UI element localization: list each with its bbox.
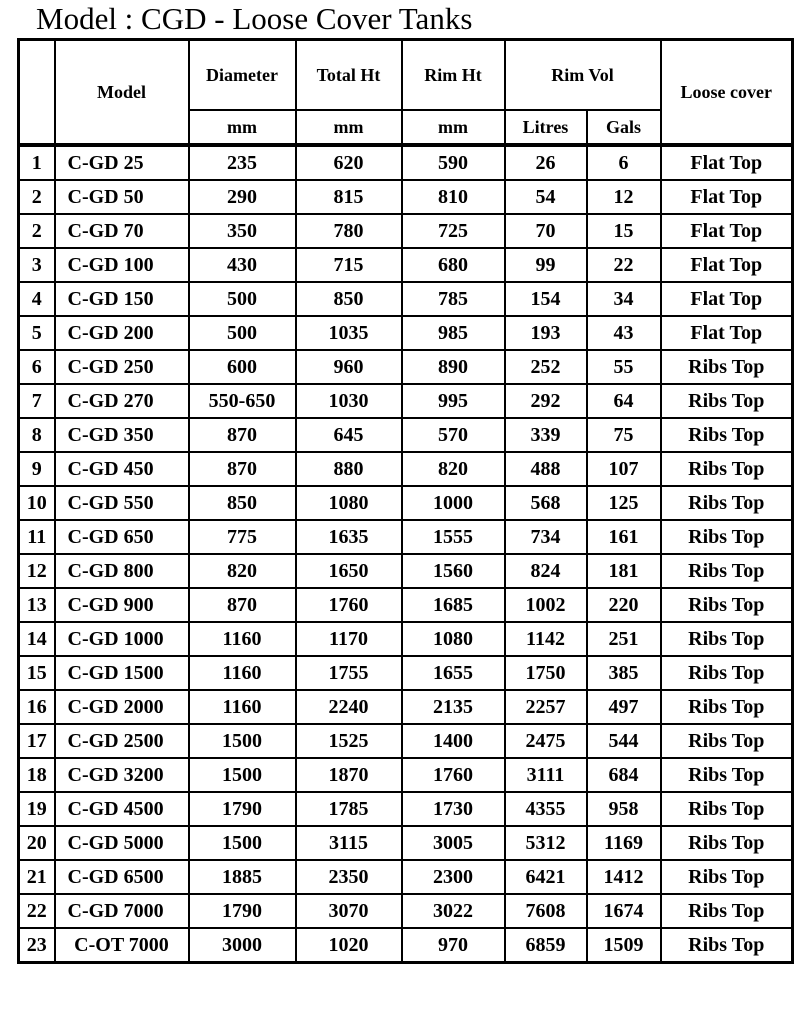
cell-index: 1	[19, 145, 55, 180]
cell-index: 16	[19, 690, 55, 724]
cell-loose-cover: Flat Top	[661, 214, 793, 248]
cell-model: C-GD 1500	[55, 656, 189, 690]
cell-model: C-GD 3200	[55, 758, 189, 792]
cell-litres: 252	[505, 350, 587, 384]
cell-index: 7	[19, 384, 55, 418]
cell-index: 17	[19, 724, 55, 758]
cell-index: 3	[19, 248, 55, 282]
cell-model: C-GD 6500	[55, 860, 189, 894]
cell-diameter: 1790	[189, 792, 296, 826]
cell-total-ht: 850	[296, 282, 402, 316]
cell-litres: 568	[505, 486, 587, 520]
cell-model: C-GD 5000	[55, 826, 189, 860]
cell-litres: 2475	[505, 724, 587, 758]
cell-rim-ht: 3005	[402, 826, 505, 860]
cell-diameter: 600	[189, 350, 296, 384]
cell-diameter: 500	[189, 282, 296, 316]
cell-diameter: 1160	[189, 622, 296, 656]
cell-loose-cover: Flat Top	[661, 282, 793, 316]
cell-rim-ht: 570	[402, 418, 505, 452]
header-total-ht: Total Ht	[296, 40, 402, 111]
cell-loose-cover: Ribs Top	[661, 384, 793, 418]
cell-diameter: 870	[189, 418, 296, 452]
cell-total-ht: 3115	[296, 826, 402, 860]
cell-diameter: 1500	[189, 826, 296, 860]
cell-model: C-GD 550	[55, 486, 189, 520]
cell-diameter: 235	[189, 145, 296, 180]
table-row	[19, 350, 793, 384]
cell-loose-cover: Ribs Top	[661, 554, 793, 588]
cell-total-ht: 620	[296, 145, 402, 180]
cell-diameter: 870	[189, 452, 296, 486]
table-row	[19, 588, 793, 622]
cell-rim-ht: 820	[402, 452, 505, 486]
cell-model: C-GD 2000	[55, 690, 189, 724]
cell-litres: 1002	[505, 588, 587, 622]
cell-rim-ht: 1560	[402, 554, 505, 588]
cell-loose-cover: Flat Top	[661, 145, 793, 180]
cell-litres: 5312	[505, 826, 587, 860]
cell-index: 15	[19, 656, 55, 690]
unit-litres: Litres	[505, 110, 587, 145]
table-row	[19, 418, 793, 452]
cell-loose-cover: Ribs Top	[661, 894, 793, 928]
unit-total-ht: mm	[296, 110, 402, 145]
cell-index: 6	[19, 350, 55, 384]
cell-loose-cover: Ribs Top	[661, 792, 793, 826]
table-row	[19, 214, 793, 248]
cell-rim-ht: 785	[402, 282, 505, 316]
cell-rim-ht: 590	[402, 145, 505, 180]
cell-litres: 4355	[505, 792, 587, 826]
cell-total-ht: 2240	[296, 690, 402, 724]
cell-gals: 1509	[587, 928, 661, 963]
cell-litres: 339	[505, 418, 587, 452]
cell-loose-cover: Ribs Top	[661, 418, 793, 452]
cell-litres: 154	[505, 282, 587, 316]
cell-litres: 824	[505, 554, 587, 588]
cell-diameter: 775	[189, 520, 296, 554]
cell-gals: 497	[587, 690, 661, 724]
cell-rim-ht: 2135	[402, 690, 505, 724]
cell-gals: 22	[587, 248, 661, 282]
cell-rim-ht: 1655	[402, 656, 505, 690]
cell-gals: 181	[587, 554, 661, 588]
cell-rim-ht: 995	[402, 384, 505, 418]
cell-model: C-GD 50	[55, 180, 189, 214]
cell-loose-cover: Ribs Top	[661, 622, 793, 656]
cell-gals: 161	[587, 520, 661, 554]
cell-litres: 26	[505, 145, 587, 180]
cell-total-ht: 1170	[296, 622, 402, 656]
cell-index: 10	[19, 486, 55, 520]
cell-total-ht: 1035	[296, 316, 402, 350]
unit-rim-ht: mm	[402, 110, 505, 145]
cell-loose-cover: Ribs Top	[661, 928, 793, 963]
cell-diameter: 1500	[189, 758, 296, 792]
cell-loose-cover: Flat Top	[661, 248, 793, 282]
cell-total-ht: 880	[296, 452, 402, 486]
cell-gals: 12	[587, 180, 661, 214]
cell-total-ht: 815	[296, 180, 402, 214]
cell-litres: 488	[505, 452, 587, 486]
cell-total-ht: 1760	[296, 588, 402, 622]
cell-diameter: 1160	[189, 690, 296, 724]
cell-model: C-GD 450	[55, 452, 189, 486]
cell-rim-ht: 970	[402, 928, 505, 963]
cell-gals: 385	[587, 656, 661, 690]
spec-table	[17, 38, 794, 964]
cell-diameter: 870	[189, 588, 296, 622]
page-title: Model : CGD - Loose Cover Tanks	[36, 1, 473, 36]
cell-gals: 1169	[587, 826, 661, 860]
table-row	[19, 282, 793, 316]
cell-loose-cover: Ribs Top	[661, 724, 793, 758]
cell-rim-ht: 1080	[402, 622, 505, 656]
cell-model: C-GD 70	[55, 214, 189, 248]
cell-litres: 2257	[505, 690, 587, 724]
cell-loose-cover: Ribs Top	[661, 350, 793, 384]
cell-rim-ht: 1000	[402, 486, 505, 520]
table-row	[19, 452, 793, 486]
table-row	[19, 554, 793, 588]
cell-litres: 193	[505, 316, 587, 350]
cell-gals: 43	[587, 316, 661, 350]
cell-model: C-GD 7000	[55, 894, 189, 928]
cell-model: C-OT 7000	[55, 928, 189, 963]
cell-rim-ht: 1730	[402, 792, 505, 826]
cell-index: 23	[19, 928, 55, 963]
cell-gals: 34	[587, 282, 661, 316]
cell-litres: 99	[505, 248, 587, 282]
table-row	[19, 384, 793, 418]
table-row	[19, 316, 793, 350]
cell-model: C-GD 900	[55, 588, 189, 622]
table-row	[19, 145, 793, 180]
cell-model: C-GD 150	[55, 282, 189, 316]
cell-diameter: 1500	[189, 724, 296, 758]
cell-model: C-GD 650	[55, 520, 189, 554]
table-body	[19, 145, 793, 963]
cell-model: C-GD 800	[55, 554, 189, 588]
table-row	[19, 690, 793, 724]
cell-model: C-GD 200	[55, 316, 189, 350]
cell-index: 2	[19, 214, 55, 248]
table-row	[19, 248, 793, 282]
header-diameter: Diameter	[189, 40, 296, 111]
cell-rim-ht: 725	[402, 214, 505, 248]
unit-gals: Gals	[587, 110, 661, 145]
cell-index: 5	[19, 316, 55, 350]
cell-diameter: 850	[189, 486, 296, 520]
cell-index: 8	[19, 418, 55, 452]
cell-loose-cover: Ribs Top	[661, 758, 793, 792]
header-index	[19, 40, 55, 146]
cell-gals: 684	[587, 758, 661, 792]
cell-index: 4	[19, 282, 55, 316]
cell-loose-cover: Ribs Top	[661, 826, 793, 860]
cell-rim-ht: 1760	[402, 758, 505, 792]
cell-total-ht: 960	[296, 350, 402, 384]
cell-rim-ht: 680	[402, 248, 505, 282]
cell-total-ht: 1870	[296, 758, 402, 792]
cell-total-ht: 1525	[296, 724, 402, 758]
cell-index: 20	[19, 826, 55, 860]
cell-index: 12	[19, 554, 55, 588]
table-row	[19, 826, 793, 860]
cell-total-ht: 1080	[296, 486, 402, 520]
cell-gals: 6	[587, 145, 661, 180]
cell-diameter: 550-650	[189, 384, 296, 418]
cell-diameter: 290	[189, 180, 296, 214]
cell-gals: 15	[587, 214, 661, 248]
cell-rim-ht: 985	[402, 316, 505, 350]
unit-diameter: mm	[189, 110, 296, 145]
cell-gals: 107	[587, 452, 661, 486]
cell-loose-cover: Ribs Top	[661, 690, 793, 724]
table-row	[19, 724, 793, 758]
cell-loose-cover: Ribs Top	[661, 520, 793, 554]
cell-loose-cover: Flat Top	[661, 316, 793, 350]
cell-loose-cover: Ribs Top	[661, 588, 793, 622]
header-model: Model	[55, 40, 189, 146]
cell-loose-cover: Ribs Top	[661, 656, 793, 690]
cell-index: 22	[19, 894, 55, 928]
cell-total-ht: 645	[296, 418, 402, 452]
cell-total-ht: 1020	[296, 928, 402, 963]
cell-index: 2	[19, 180, 55, 214]
cell-rim-ht: 1555	[402, 520, 505, 554]
cell-diameter: 350	[189, 214, 296, 248]
cell-gals: 64	[587, 384, 661, 418]
cell-total-ht: 715	[296, 248, 402, 282]
cell-litres: 1750	[505, 656, 587, 690]
cell-rim-ht: 890	[402, 350, 505, 384]
cell-diameter: 430	[189, 248, 296, 282]
cell-diameter: 1160	[189, 656, 296, 690]
cell-index: 21	[19, 860, 55, 894]
table-row	[19, 928, 793, 963]
header-row	[19, 40, 793, 111]
cell-index: 14	[19, 622, 55, 656]
cell-diameter: 500	[189, 316, 296, 350]
cell-diameter: 820	[189, 554, 296, 588]
cell-litres: 54	[505, 180, 587, 214]
cell-diameter: 1885	[189, 860, 296, 894]
table-row	[19, 894, 793, 928]
cell-gals: 220	[587, 588, 661, 622]
cell-index: 19	[19, 792, 55, 826]
header-loose-cover: Loose cover	[661, 40, 793, 146]
cell-diameter: 3000	[189, 928, 296, 963]
cell-total-ht: 1755	[296, 656, 402, 690]
cell-total-ht: 1785	[296, 792, 402, 826]
cell-rim-ht: 1685	[402, 588, 505, 622]
table-row	[19, 622, 793, 656]
cell-total-ht: 1030	[296, 384, 402, 418]
cell-litres: 1142	[505, 622, 587, 656]
cell-total-ht: 3070	[296, 894, 402, 928]
cell-loose-cover: Ribs Top	[661, 860, 793, 894]
cell-index: 13	[19, 588, 55, 622]
cell-loose-cover: Ribs Top	[661, 486, 793, 520]
cell-total-ht: 2350	[296, 860, 402, 894]
cell-total-ht: 1650	[296, 554, 402, 588]
cell-index: 11	[19, 520, 55, 554]
cell-model: C-GD 250	[55, 350, 189, 384]
table-row	[19, 792, 793, 826]
cell-loose-cover: Ribs Top	[661, 452, 793, 486]
cell-litres: 70	[505, 214, 587, 248]
cell-litres: 292	[505, 384, 587, 418]
cell-litres: 734	[505, 520, 587, 554]
table-row	[19, 520, 793, 554]
cell-litres: 3111	[505, 758, 587, 792]
cell-gals: 1412	[587, 860, 661, 894]
table-row	[19, 486, 793, 520]
cell-model: C-GD 350	[55, 418, 189, 452]
cell-gals: 544	[587, 724, 661, 758]
cell-gals: 55	[587, 350, 661, 384]
table-row	[19, 860, 793, 894]
cell-litres: 7608	[505, 894, 587, 928]
table-row	[19, 656, 793, 690]
cell-diameter: 1790	[189, 894, 296, 928]
cell-model: C-GD 1000	[55, 622, 189, 656]
cell-gals: 958	[587, 792, 661, 826]
header-rim-ht: Rim Ht	[402, 40, 505, 111]
cell-index: 18	[19, 758, 55, 792]
cell-rim-ht: 3022	[402, 894, 505, 928]
cell-model: C-GD 4500	[55, 792, 189, 826]
cell-index: 9	[19, 452, 55, 486]
cell-total-ht: 1635	[296, 520, 402, 554]
cell-model: C-GD 25	[55, 145, 189, 180]
table-row	[19, 180, 793, 214]
cell-model: C-GD 270	[55, 384, 189, 418]
header-rim-vol: Rim Vol	[505, 40, 661, 111]
cell-gals: 125	[587, 486, 661, 520]
cell-model: C-GD 2500	[55, 724, 189, 758]
cell-gals: 1674	[587, 894, 661, 928]
cell-gals: 251	[587, 622, 661, 656]
cell-model: C-GD 100	[55, 248, 189, 282]
cell-rim-ht: 2300	[402, 860, 505, 894]
cell-litres: 6859	[505, 928, 587, 963]
cell-rim-ht: 1400	[402, 724, 505, 758]
cell-total-ht: 780	[296, 214, 402, 248]
cell-rim-ht: 810	[402, 180, 505, 214]
cell-gals: 75	[587, 418, 661, 452]
cell-litres: 6421	[505, 860, 587, 894]
cell-loose-cover: Flat Top	[661, 180, 793, 214]
table-row	[19, 758, 793, 792]
